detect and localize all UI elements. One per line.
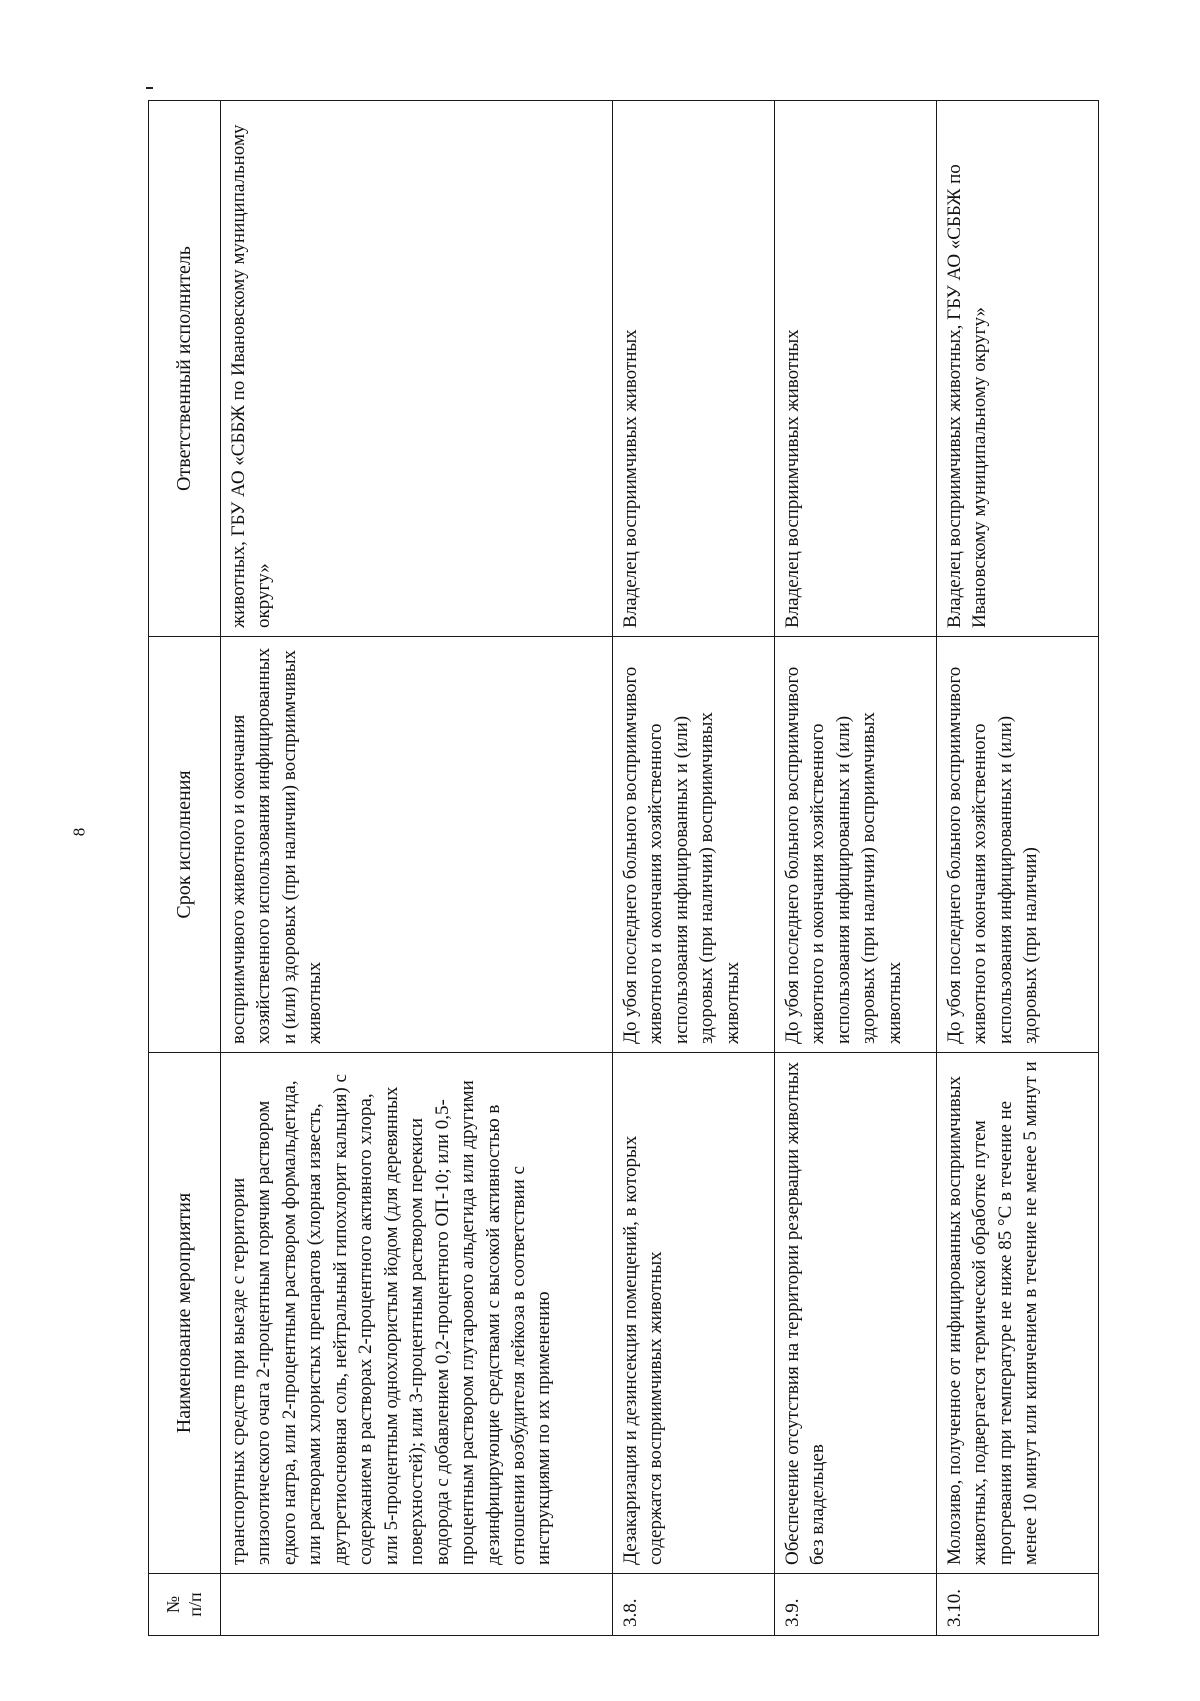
table-row — [937, 101, 1099, 1636]
table-row — [613, 101, 775, 1636]
rotated-table-container — [148, 101, 1098, 1636]
table-row — [775, 101, 937, 1636]
header-num: № п/п — [149, 1574, 221, 1636]
responsible: Владелец восприимчивых животных — [613, 101, 775, 637]
row-number — [221, 1574, 613, 1636]
header-name: Наименование мероприятия — [149, 1053, 221, 1574]
header-deadline: Срок исполнения — [149, 637, 221, 1053]
measure-name: Дезакаризация и дезинсекция помещений, в которых содержатся восприимчивых животных — [613, 1053, 775, 1574]
page-number: 8 — [69, 827, 89, 837]
deadline: До убоя последнего больного восприимчивого животного и окончания хозяйственного использования инфицированных и (или) здоровых (при наличии) восприимчивых животных — [613, 637, 775, 1053]
responsible: Владелец восприимчивых животных — [775, 101, 937, 637]
deadline: До убоя последнего больного восприимчивого животного и окончания хозяйственного использования инфицированных и (или) здоровых (при наличии) — [937, 637, 1099, 1053]
row-number: 3.10. — [937, 1574, 1099, 1636]
table-row — [221, 101, 613, 1636]
measures-table — [148, 100, 1099, 1636]
stray-mark — [146, 87, 153, 89]
row-number: 3.8. — [613, 1574, 775, 1636]
table-header-row — [149, 101, 221, 1636]
deadline: До убоя последнего больного восприимчивого животного и окончания хозяйственного использования инфицированных и (или) здоровых (при наличии) восприимчивых животных — [775, 637, 937, 1053]
measure-name: Молозиво, полученное от инфицированных восприимчивых животных, подвергается термической обработке путем прогревания при температуре не ниже 85 °С в течение не менее 10 минут или кипячением в течение не менее 5 минут и — [937, 1053, 1099, 1574]
measure-name: Обеспечение отсутствия на территории резервации животных без владельцев — [775, 1053, 937, 1574]
row-number: 3.9. — [775, 1574, 937, 1636]
header-responsible: Ответственный исполнитель — [149, 101, 221, 637]
measure-name: транспортных средств при выезде с территории эпизоотического очага 2-процентным горячим раствором едкого натра, или 2-процентным раствором формальдегида, или растворами хлористых препаратов (хлорная известь, двутретиосновная соль, нейтральный гипохлорит кальция) с содержанием в растворах 2-процентного активного хлора, или 5-процентным однохлористым йодом (для деревянных поверхностей); или 3-процентным раствором перекиси водорода с добавлением 0,2-процентного ОП-10; или 0,5-процентным раствором глутарового альдегида или другими дезинфицирующие средствами с высокой активностью в отношении возбудителя лейкоза в соответствии с инструкциями по их применению — [221, 1053, 613, 1574]
responsible: животных, ГБУ АО «СББЖ по Ивановскому муниципальному округу» — [221, 101, 613, 637]
deadline: восприимчивого животного и окончания хозяйственного использования инфицированных и (или) здоровых (при наличии) восприимчивых животных — [221, 637, 613, 1053]
responsible: Владелец восприимчивых животных, ГБУ АО «СББЖ по Ивановскому муниципальному округу» — [937, 101, 1099, 637]
